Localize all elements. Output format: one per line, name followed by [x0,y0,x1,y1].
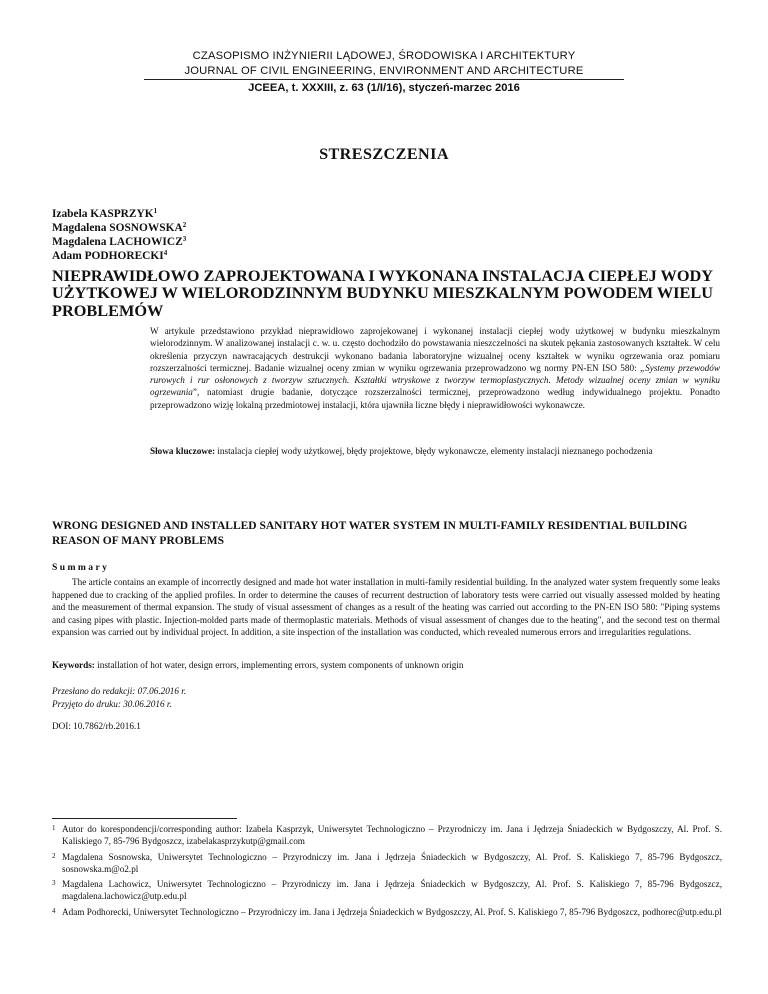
section-title: STRESZCZENIA [319,145,449,163]
summary-heading: Summary [52,562,110,573]
abstract-pl [150,325,720,411]
author [52,249,186,263]
paper-title-pl: NIEPRAWIDŁOWO ZAPROJEKTOWANA I WYKONANA INSTALACJA CIEPŁEJ WODY UŻYTKOWEJ W WIELORODZINNYM BUDYNKU MIESZKALNYM POWODEM WIELU PROBLEMÓW [52,266,713,320]
footnote-divider [52,818,237,819]
keywords-pl-text: instalacja ciepłej wody użytkowej, błędy projektowe, błędy wykonawcze, elementy instalacji nieznanego pochodzenia [215,446,653,456]
author-footnote-ref: 1 [153,207,158,215]
footnote [52,878,722,903]
keywords-en [52,659,720,671]
author-list [52,207,186,263]
author-name: Adam PODHORECKI [52,250,164,262]
author-name: Magdalena LACHOWICZ [52,236,183,248]
author-footnote-ref: 3 [182,235,187,243]
submission-dates [52,685,186,710]
footnote [52,906,722,918]
author-footnote-ref: 4 [163,249,168,257]
footnote-number: 4 [52,906,56,915]
keywords-en-label: Keywords: [52,660,95,670]
author [52,221,186,235]
journal-header [0,49,768,96]
journal-name-en: JOURNAL OF CIVIL ENGINEERING, ENVIRONMENT AND ARCHITECTURE [184,65,584,77]
abstract-pl-text: W artykule przedstawiono przykład nieprawidłowo zaprojekowanej i wykonanej instalacji ciepłej wody użytkowej w budynku mieszkalnym wielorodzinnym. W analizowanej instalacji c. w. u. często dochodziło do powstawania nieszczelności na skutek pękania zastosowanych kształtek. W celu określenia przyczyn nawracających destrukcji wykonano badania laboratoryjne wizualnej oceny kształtek w wyniku ogrzewania oraz pomiaru rozszerzalności termicznej. Badanie wizualnej oceny zmian w wyniku ogrzewania przeprowadzono wg normy PN-EN ISO 580: [150,326,720,373]
footnote-text: Magdalena Lachowicz, Uniwersytet Technologiczno – Przyrodniczy im. Jana i Jędrzeja Śniadeckich w Bydgoszczy, Al. Prof. S. Kaliskiego 7, 85-796 Bydgoszcz, magdalena.lachowicz@utp.edu.pl [62,879,722,902]
accepted-date: Przyjęto do druku: 30.06.2016 r. [52,698,172,709]
footnote [52,823,722,848]
doi: DOI: 10.7862/rb.2016.1 [52,721,141,731]
footnote-text: Magdalena Sosnowska, Uniwersytet Technologiczno – Przyrodniczy im. Jana i Jędrzeja Śniadeckich w Bydgoszczy, Al. Prof. S. Kaliskiego 7, 85-796 Bydgoszcz, sosnowska.m@o2.pl [62,851,722,874]
keywords-en-text: installation of hot water, design errors, implementing errors, system components of unknown origin [94,660,464,670]
footnote-number: 1 [52,824,56,832]
author-footnote-ref: 2 [182,221,187,229]
summary-text: The article contains an example of incorrectly designed and made hot water installation in multi-family residential building. In the analyzed water system frequently some leaks happened due to cracking of the applied profiles. In order to determine the causes of recurrent destruction of laboratory tests were carried out visually assessed molded by heating and the measurement of thermal expansion. The study of visual assessment of changes as a result of the heating was carried out according to the PN-EN ISO 580: "Piping systems and casing pipes with plastic. Injection-molded parts made of thermoplastic materials. Methods of visual assessment of changes due to the heating", and the second test on thermal expansion was carried out by individual project. In addition, a site inspection of the installation was conducted, which revealed numerous errors and irregularities regulations. [52,577,720,638]
author-name: Magdalena SOSNOWSKA [52,222,183,234]
footnotes [52,823,722,921]
keywords-pl [150,445,720,457]
journal-issue: JCEEA, t. XXXIII, z. 63 (1/I/16), styczeń-marzec 2016 [248,82,520,94]
author-name: Izabela KASPRZYK [52,208,154,220]
footnote-number: 2 [52,851,56,860]
author [52,235,186,249]
footnote-text: Autor do korespondencji/corresponding author: Izabela Kasprzyk, Uniwersytet Technologiczno – Przyrodniczy im. Jana i Jędrzeja Śniadeckich w Bydgoszczy, Al. Prof. S. Kaliskiego 7, 85-796 Bydgoszcz, izabelakasprzykutp@gmail.com [62,824,722,847]
abstract-pl-standard-title: „Systemy przewodów rurowych i rur osłonowych z tworzyw sztucznych. Kształtki wtryskowe z tworzyw termoplastycznych. Metody wizualnej oceny zmian w wyniku ogrzewania [150,362,720,398]
journal-name-pl: CZASOPISMO INŻYNIERII LĄDOWEJ, ŚRODOWISKA I ARCHITEKTURY [192,50,576,62]
keywords-pl-label: Słowa kluczowe: [150,446,216,456]
author [52,207,186,221]
footnote [52,851,722,876]
received-date: Przesłano do redakcji: 07.06.2016 r. [52,686,187,696]
abstract-pl-text-cont: ”, natomiast drugie badanie, dotyczące rozszerzalności termicznej, przeprowadzono według indywidualnego projektu. Ponadto przeprowadzono wizję lokalną przedmiotowej instalacji, która ujawniła liczne błędy i nieprawidłowości wykonawcze. [150,387,720,410]
footnote-text: Adam Podhorecki, Uniwersytet Technologiczno – Przyrodniczy im. Jana i Jędrzeja Śniadeckich w Bydgoszczy, Al. Prof. S. Kaliskiego 7, 85-796 Bydgoszcz, podhorec@utp.edu.pl [62,906,722,917]
paper-title-en: WRONG DESIGNED AND INSTALLED SANITARY HOT WATER SYSTEM IN MULTI-FAMILY RESIDENTIAL BUILDING REASON OF MANY PROBLEMS [52,520,688,547]
footnote-number: 3 [52,879,56,888]
